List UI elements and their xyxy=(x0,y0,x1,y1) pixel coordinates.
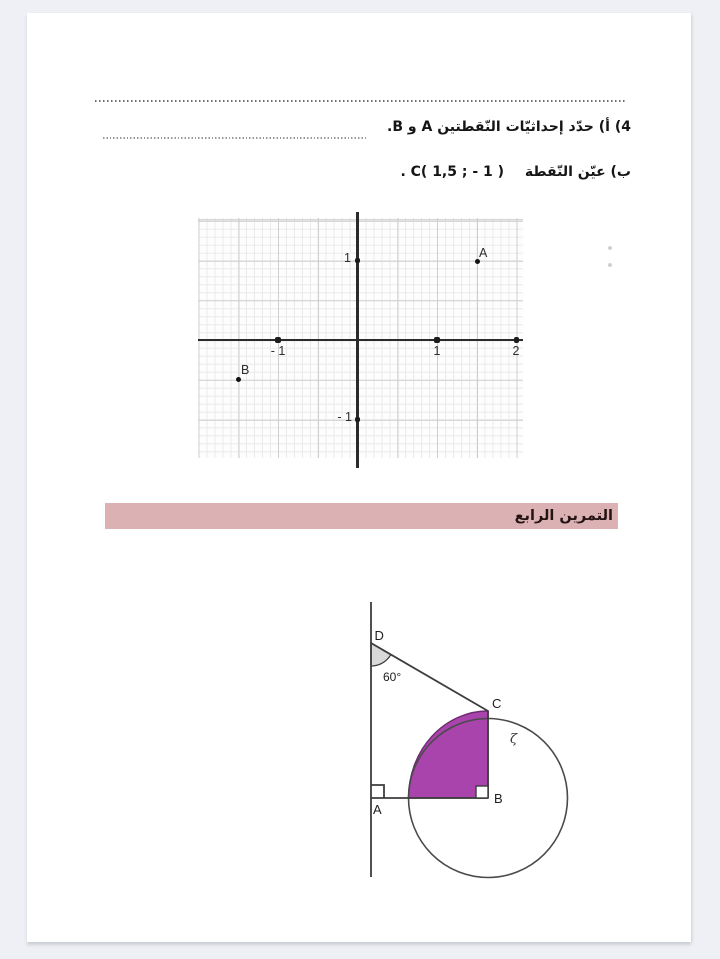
point-b-label: B xyxy=(241,363,250,377)
figure-label-c: C xyxy=(492,696,502,711)
point-b-dot xyxy=(236,377,241,382)
exercise-banner xyxy=(105,503,618,529)
geometry-figure xyxy=(337,598,607,893)
scan-smudge xyxy=(608,246,612,250)
x-axis-tick-label-neg1: - 1 xyxy=(270,344,286,358)
circle-zeta-label: ζ xyxy=(510,732,518,747)
x-axis-tick-label-2: 2 xyxy=(512,344,520,358)
question-4b-text xyxy=(400,164,631,180)
document-page xyxy=(27,13,691,942)
x-axis-tick-dot-2 xyxy=(514,337,520,343)
x-axis-tick-dot-neg1 xyxy=(275,337,281,343)
coordinate-grid xyxy=(198,218,523,458)
x-axis xyxy=(198,339,523,342)
question-4b-label: ب) عيّن النّقطة xyxy=(524,164,631,180)
angle-60-label: 60° xyxy=(383,670,402,684)
answer-dotted-line xyxy=(103,137,368,139)
y-axis-tick-dot-1 xyxy=(355,258,361,264)
scan-smudge xyxy=(608,263,612,267)
x-axis-tick-dot-1 xyxy=(434,337,440,343)
point-a-label: A xyxy=(479,246,488,260)
purple-quarter-sector xyxy=(409,711,489,798)
point-c-coordinates: . C( 1,5 ; - 1 ) xyxy=(400,164,505,180)
figure-label-a: A xyxy=(373,802,382,817)
figure-label-b: B xyxy=(494,791,503,806)
y-axis-tick-dot-neg1 xyxy=(355,417,361,423)
y-axis-tick-label-1: 1 xyxy=(344,251,351,265)
dotted-separator-line xyxy=(95,100,627,102)
exercise-banner-title: التمرين الرابع xyxy=(514,508,613,524)
right-angle-mark-b xyxy=(476,786,488,798)
angle-60-wedge xyxy=(371,643,391,666)
right-angle-mark-a xyxy=(371,785,384,798)
x-axis-tick-label-1: 1 xyxy=(433,344,441,358)
question-4a-text: 4) أ) حدّد إحداثيّات النّقطتين A و B. xyxy=(387,119,631,135)
figure-label-d: D xyxy=(374,628,384,643)
y-axis-tick-label-neg1: - 1 xyxy=(337,410,352,424)
